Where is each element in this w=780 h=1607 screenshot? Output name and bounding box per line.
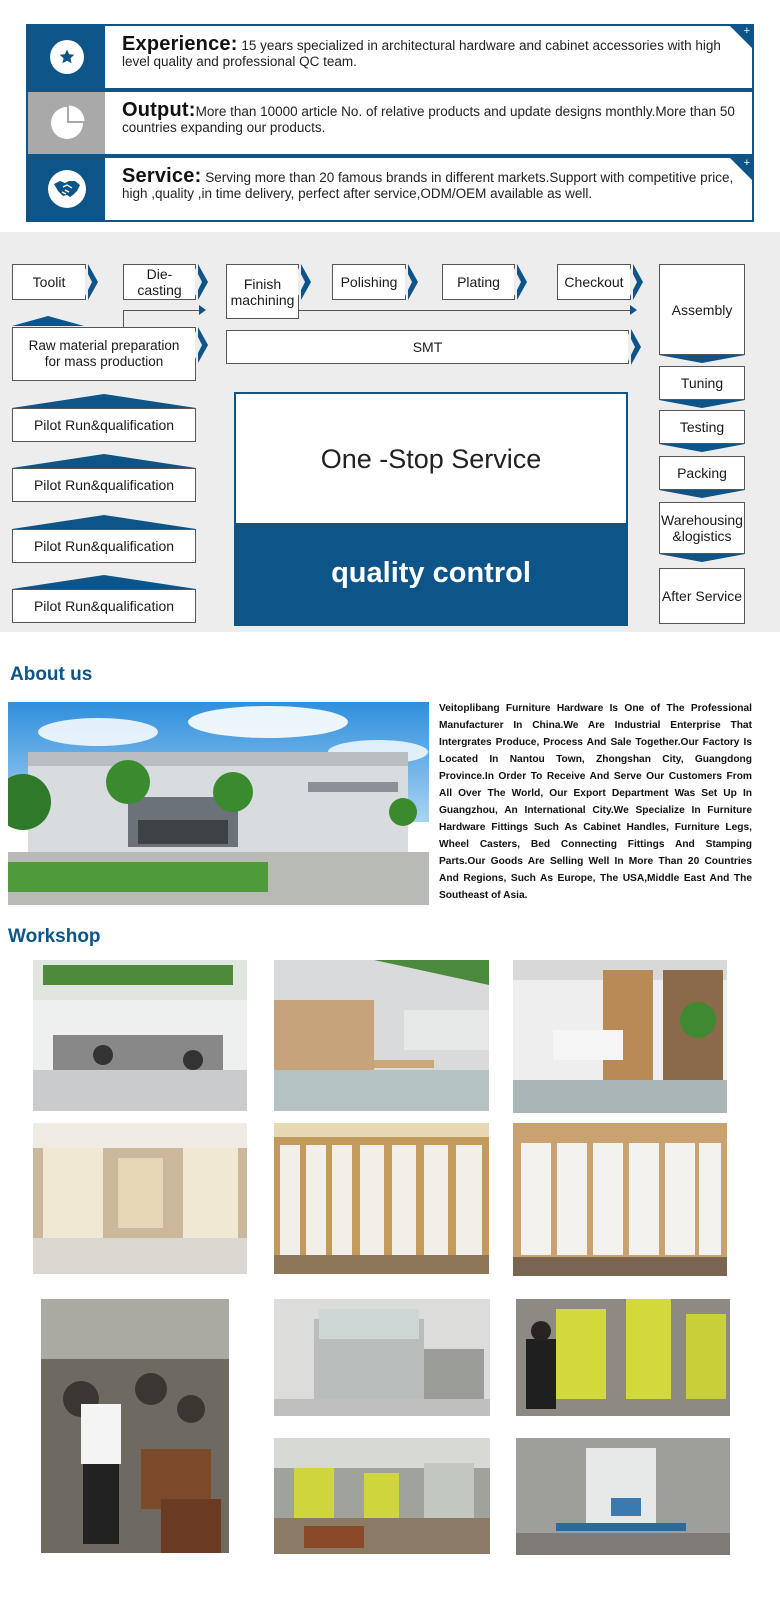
about-text: Veitoplibang Furniture Hardware Is One of The Professional Manufacturer In China.We Are Industrial Enterprise That Intergrates Produce, Process And Sale Together.Our Factory Is Located In Nantou Town, Zhongshan City, Guangdong Province.In Order To Receive And Serve Our Customers From All Over The World, Our Export Department Was Set Up In Guangzhou, An International City.We Specialize In Furniture Hardware Fittings Such As Cabinet Handles, Furniture Legs, Wheel Casters, Bed Connecting Fittings And Stamping Parts.Our Goods Are Selling Well In More Than 20 Countries And Regions, Such As Europe, The USA,Middle East And The Southeast of Asia. — [439, 703, 752, 901]
roof-icon — [12, 515, 196, 529]
step-pilot-run: Pilot Run&qualification — [12, 408, 196, 442]
arrow-right-icon — [198, 264, 208, 300]
corner-plus-icon: + — [730, 26, 752, 48]
arrow-right-icon — [301, 264, 311, 300]
workshop-photo-press-line — [41, 1299, 229, 1553]
step-pilot-run: Pilot Run&qualification — [12, 589, 196, 623]
step-plating: Plating — [442, 264, 515, 300]
feature-text: More than 10000 article No. of relative products and update designs monthly.More than 50 countries expanding our products. — [122, 104, 735, 135]
connector-line — [123, 310, 124, 327]
arrow-right-icon — [633, 264, 643, 300]
one-stop-title: One -Stop Service — [320, 444, 542, 474]
workshop-photo-showroom — [274, 960, 489, 1111]
arrow-down-icon — [659, 444, 745, 452]
workshop-photo-office — [33, 960, 247, 1111]
step-after-service: After Service — [659, 568, 745, 624]
arrow-down-icon — [659, 490, 745, 498]
arrow-right-icon — [517, 264, 527, 300]
corner-plus-icon: + — [730, 158, 752, 180]
quality-control-label: quality control — [236, 523, 626, 624]
feature-service — [26, 156, 754, 222]
feature-title: Experience: — [122, 33, 238, 55]
step-checkout: Checkout — [557, 264, 631, 300]
workshop-photo-sample-panels — [513, 1123, 727, 1276]
step-polishing: Polishing — [332, 264, 406, 300]
arrow-small-icon — [630, 305, 637, 315]
roof-icon — [12, 316, 84, 326]
arrow-right-icon — [198, 327, 208, 363]
step-smt: SMT — [226, 330, 629, 364]
about-heading: About us — [10, 664, 93, 685]
step-pilot-run: Pilot Run&qualification — [12, 468, 196, 502]
step-toolit: Toolit — [12, 264, 86, 300]
arrow-down-icon — [659, 355, 745, 363]
step-packing: Packing — [659, 456, 745, 490]
feature-title: Output: — [122, 99, 196, 121]
workshop-heading: Workshop — [8, 926, 101, 947]
workshop-photo-salt-spray-tester — [274, 1299, 490, 1416]
step-assembly: Assembly — [659, 264, 745, 355]
arrow-right-icon — [631, 329, 641, 365]
roof-icon — [12, 575, 196, 589]
arrow-down-icon — [659, 400, 745, 408]
step-pilot-run: Pilot Run&qualification — [12, 529, 196, 563]
feature-text: Serving more than 20 famous brands in different markets.Support with competitive price, high ,quality ,in time delivery, perfect after service,ODM/OEM available as well. — [122, 170, 734, 201]
handshake-icon — [48, 170, 86, 208]
step-finish-machining: Finish machining — [226, 264, 299, 319]
feature-experience — [26, 24, 754, 90]
arrow-small-icon — [199, 305, 206, 315]
pie-chart-icon — [49, 105, 85, 141]
roof-icon — [12, 454, 196, 468]
workshop-photo-kitchen — [513, 960, 727, 1113]
feature-text: 15 years specialized in architectural hardware and cabinet accessories with high level quality and professional QC team. — [122, 38, 721, 69]
workshop-photo-display-hall — [33, 1123, 247, 1274]
feature-icon-box — [28, 92, 105, 154]
connector-line — [299, 310, 632, 311]
workshop-photo-production-floor — [274, 1438, 490, 1554]
workshop-photo-testing-equipment — [516, 1438, 730, 1555]
feature-output — [26, 90, 754, 156]
feature-icon-box — [28, 26, 105, 88]
arrow-down-icon — [659, 554, 745, 562]
feature-icon-box — [28, 158, 105, 220]
step-testing: Testing — [659, 410, 745, 444]
step-raw-material: Raw material preparation for mass production — [12, 327, 196, 381]
connector-line — [123, 310, 201, 311]
workshop-photo-sample-wall — [274, 1123, 489, 1274]
arrow-right-icon — [88, 264, 98, 300]
workshop-photo-stamping-machines — [516, 1299, 730, 1416]
factory-photo — [8, 702, 429, 905]
star-icon — [50, 40, 84, 74]
roof-icon — [12, 394, 196, 408]
step-tuning: Tuning — [659, 366, 745, 400]
step-die-casting: Die- casting — [123, 264, 196, 300]
one-stop-panel — [234, 392, 628, 626]
feature-title: Service: — [122, 165, 202, 187]
step-warehousing: Warehousing &logistics — [659, 502, 745, 554]
arrow-right-icon — [408, 264, 418, 300]
